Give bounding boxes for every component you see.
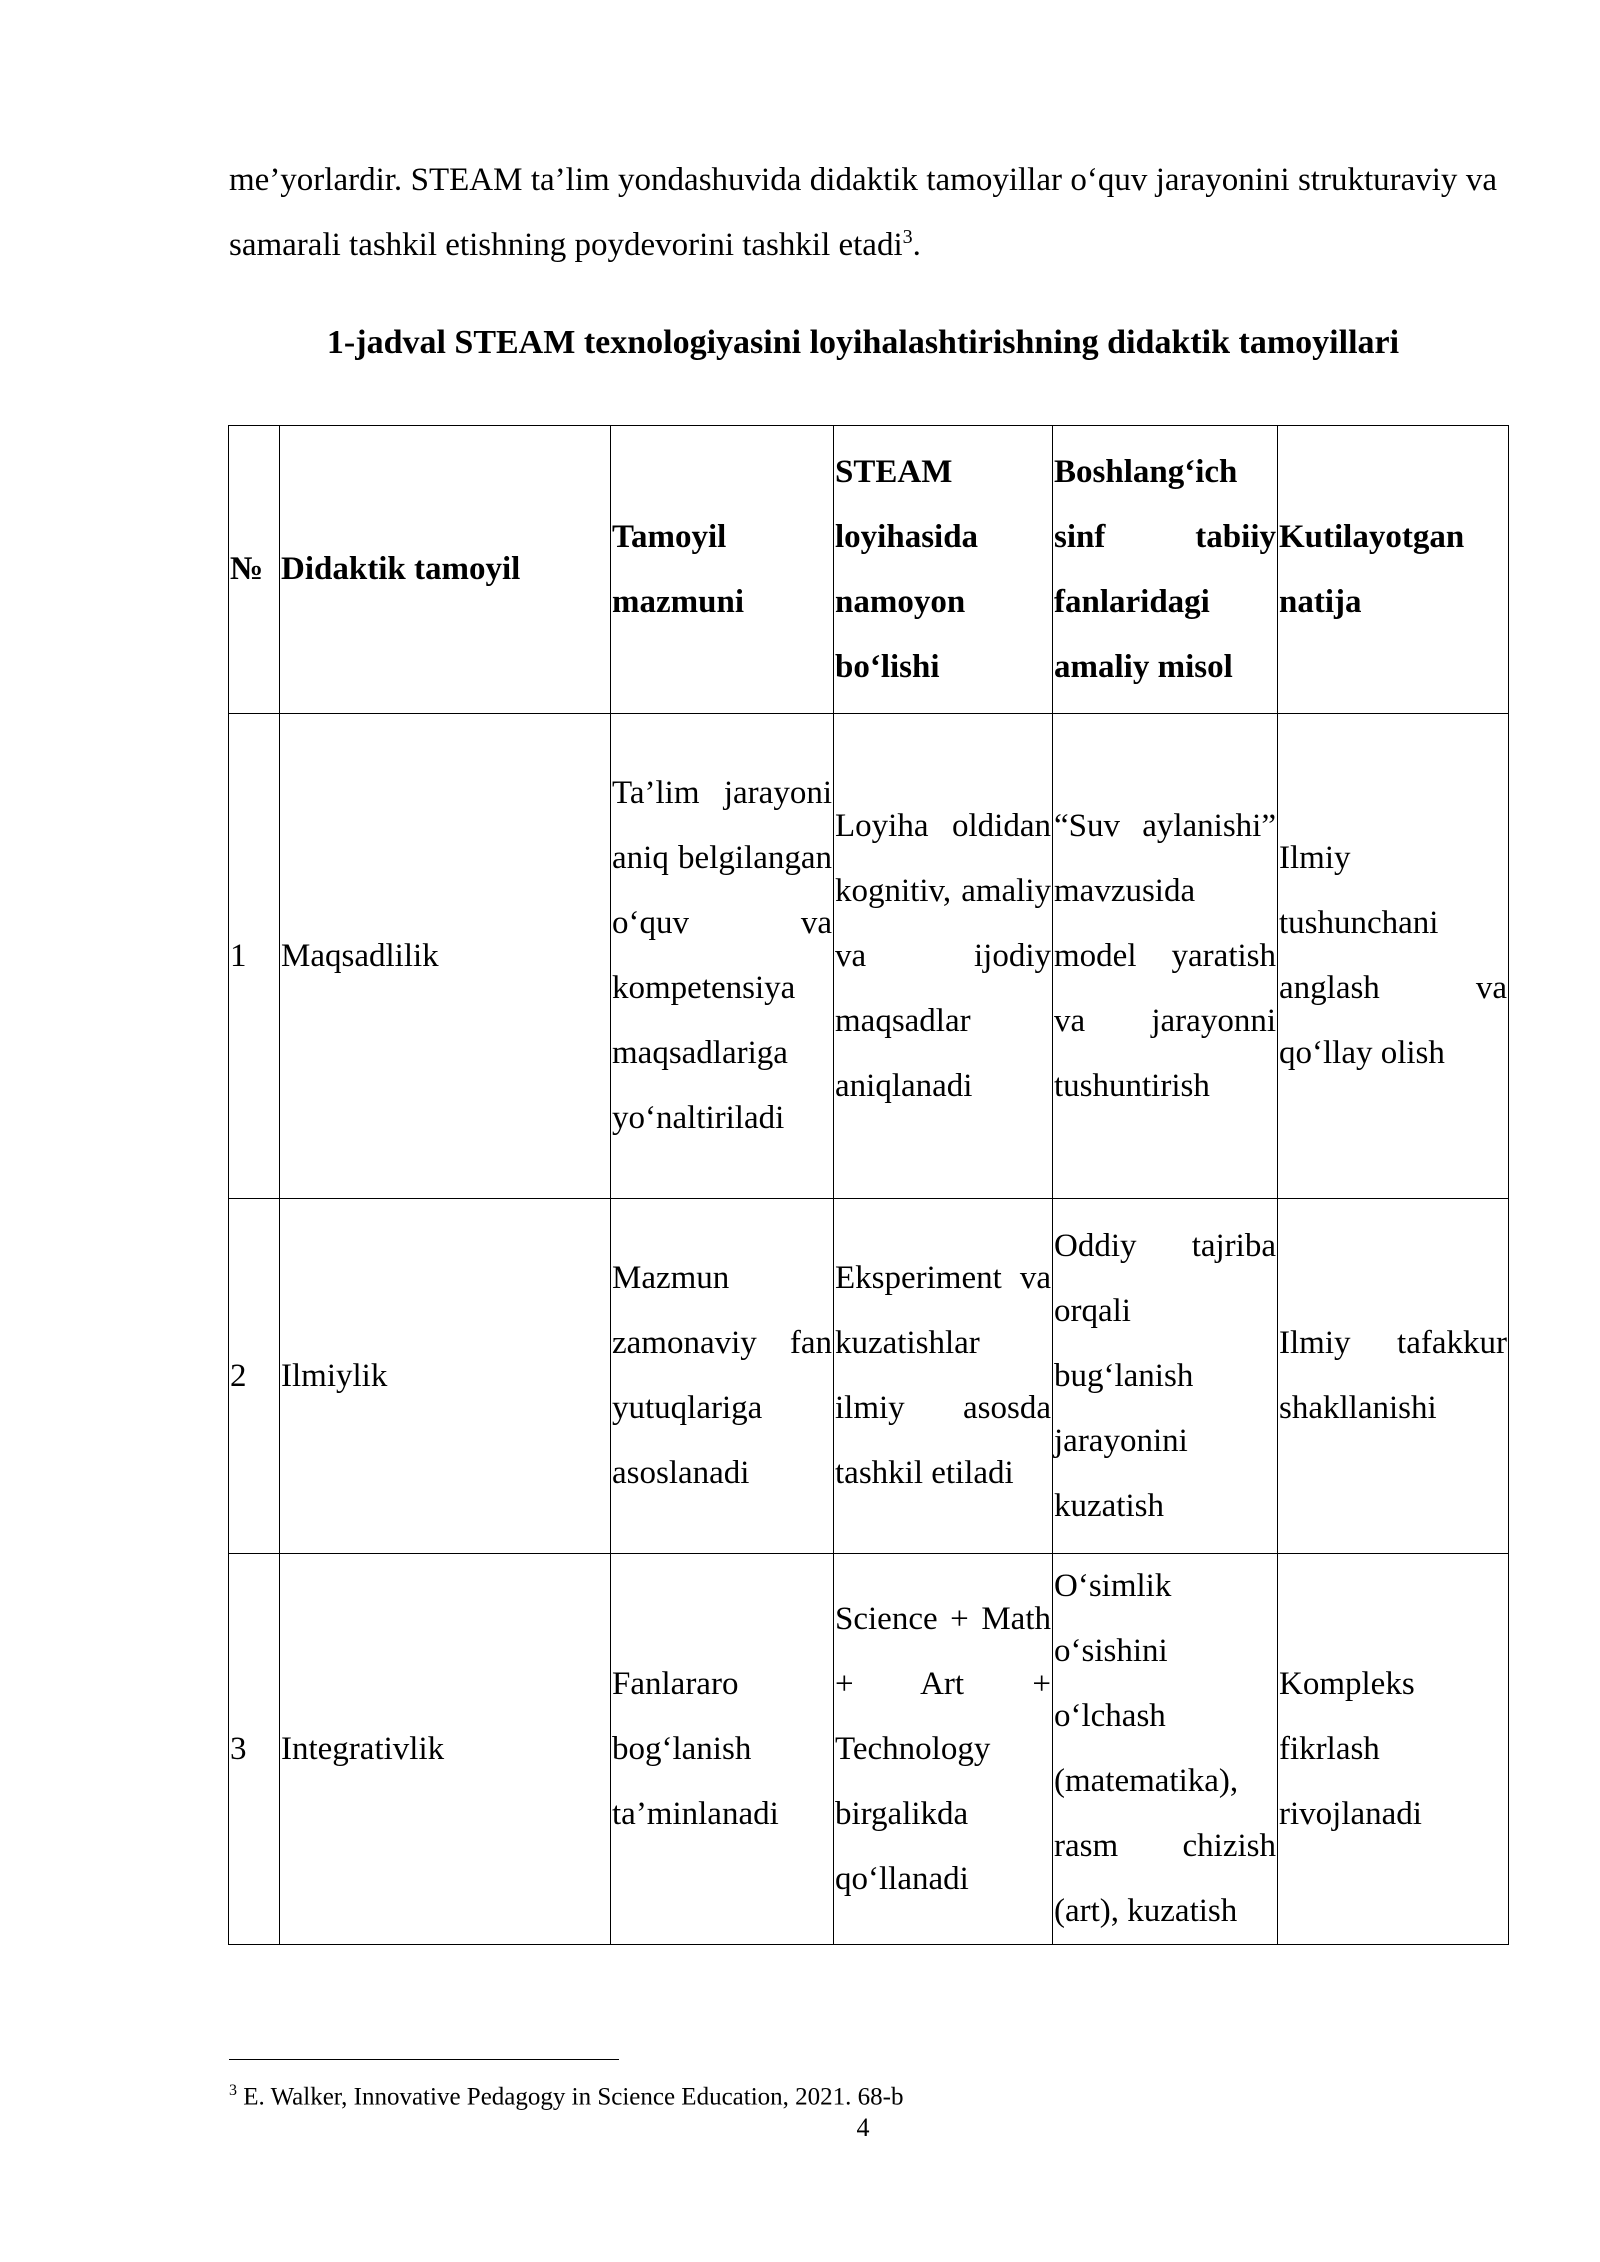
cell-steam-manifestation: Science + Math + Art + Technology birgalikda qo‘llanadi	[834, 1554, 1053, 1945]
cell-expected-result: Ilmiy tushunchani anglash va qo‘llay olish	[1278, 714, 1509, 1199]
cell-number: 2	[229, 1199, 280, 1554]
intro-paragraph	[229, 148, 1497, 278]
cell-principle: Maqsadlilik	[280, 714, 611, 1199]
footnote-divider	[229, 2059, 619, 2060]
header-content: Tamoyil mazmuni	[611, 426, 834, 714]
footnote-number: 3	[229, 2082, 237, 2099]
cell-number: 3	[229, 1554, 280, 1945]
cell-steam-manifestation: Loyiha oldidan kognitiv, amaliy va ijodiy maqsadlar aniqlanadi	[834, 714, 1053, 1199]
footnote-text: E. Walker, Innovative Pedagogy in Science Education, 2021. 68-b	[243, 2083, 904, 2111]
table-row	[229, 714, 1509, 1199]
header-principle: Didaktik tamoyil	[280, 426, 611, 714]
cell-content: Mazmun zamonaviy fan yutuqlariga asoslanadi	[611, 1199, 834, 1554]
cell-practical-example: O‘simlik o‘sishini o‘lchash (matematika), rasm chizish (art), kuzatish	[1053, 1554, 1278, 1945]
cell-expected-result: Ilmiy tafakkur shakllanishi	[1278, 1199, 1509, 1554]
header-expected-result: Kutilayotgan natija	[1278, 426, 1509, 714]
intro-end: .	[912, 227, 921, 263]
cell-expected-result: Kompleks fikrlash rivojlanadi	[1278, 1554, 1509, 1945]
principles-table	[228, 425, 1509, 1945]
cell-number: 1	[229, 714, 280, 1199]
footnote-reference[interactable]: 3	[902, 226, 913, 248]
table-row	[229, 1199, 1509, 1554]
cell-steam-manifestation: Eksperiment va kuzatishlar ilmiy asosda tashkil etiladi	[834, 1199, 1053, 1554]
cell-content: Ta’lim jarayoni aniq belgilangan o‘quv va kompetensiya maqsadlariga yo‘naltiriladi	[611, 714, 834, 1199]
cell-principle: Ilmiylik	[280, 1199, 611, 1554]
table-row	[229, 1554, 1509, 1945]
intro-text: me’yorlardir. STEAM ta’lim yondashuvida didaktik tamoyillar o‘quv jarayonini strukturaviy va samarali tashkil etishning poydevorini tashkil etadi	[229, 162, 1497, 263]
cell-practical-example: “Suv aylanishi” mavzusida model yaratish va jarayonni tushuntirish	[1053, 714, 1278, 1199]
cell-practical-example: Oddiy tajriba orqali bug‘lanish jarayonini kuzatish	[1053, 1199, 1278, 1554]
header-steam-manifestation: STEAM loyihasida namoyon bo‘lishi	[834, 426, 1053, 714]
cell-principle: Integrativlik	[280, 1554, 611, 1945]
page-number: 4	[856, 2113, 870, 2142]
footnote	[229, 2075, 1429, 2113]
table-header-row	[229, 426, 1509, 714]
table-caption: 1-jadval STEAM texnologiyasini loyihalashtirishning didaktik tamoyillari	[326, 324, 1400, 361]
header-practical-example: Boshlang‘ich sinf tabiiy fanlaridagi amaliy misol	[1053, 426, 1278, 714]
header-number: №	[229, 426, 280, 714]
cell-content: Fanlararo bog‘lanish ta’minlanadi	[611, 1554, 834, 1945]
